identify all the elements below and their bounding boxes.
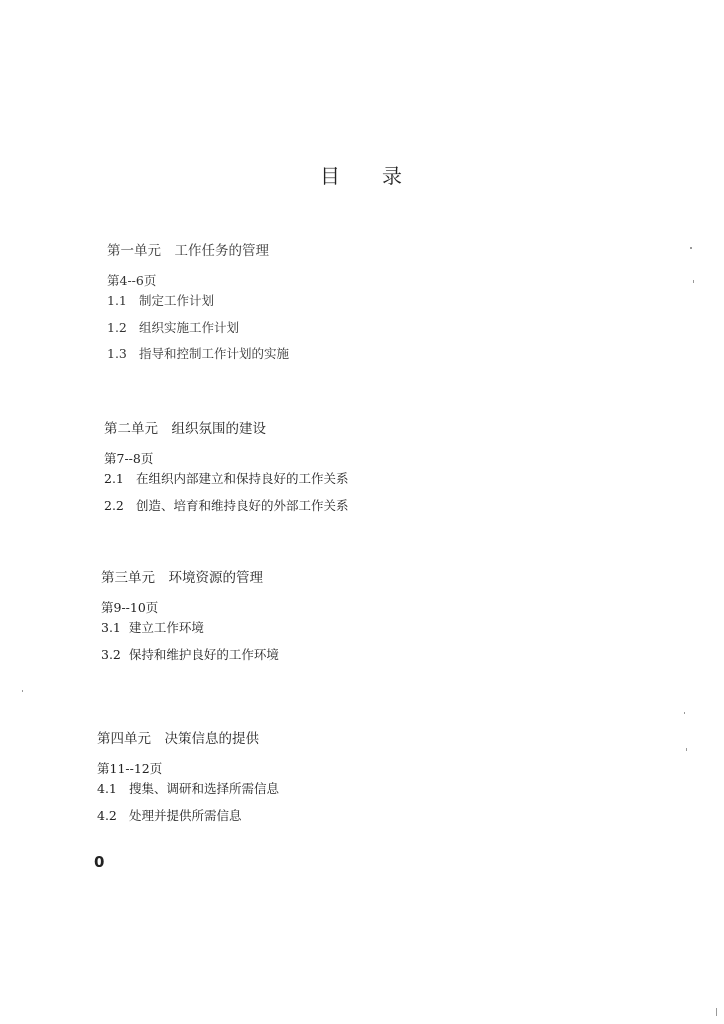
unit-pages: 第11--12页 [97, 760, 163, 776]
unit-heading: 第二单元 组织氛围的建设 [104, 421, 266, 437]
toc-item-text: 在组织内部建立和保持良好的工作关系 [135, 471, 349, 486]
scan-speck [716, 1008, 717, 1016]
title-char-left: 目 [320, 164, 342, 188]
toc-item-text: 搜集、调研和选择所需信息 [128, 781, 279, 796]
toc-item [107, 295, 289, 308]
toc-item [97, 783, 279, 796]
toc-item [101, 646, 279, 662]
title-char-right: 录 [382, 164, 404, 188]
toc-item-number: 3.2 [101, 646, 121, 662]
unit-pages: 第9--10页 [101, 599, 159, 615]
scan-speck [693, 280, 694, 283]
toc-item [107, 348, 289, 361]
toc-item-text: 指导和控制工作计划的实施 [138, 346, 289, 361]
toc-unit-1 [107, 245, 289, 375]
scan-speck [686, 748, 687, 751]
scan-speck [684, 712, 685, 714]
toc-item-number: 1.3 [107, 346, 127, 361]
toc-item [104, 473, 349, 486]
unit-heading: 第一单元 工作任务的管理 [107, 243, 269, 259]
unit-pages: 第7--8页 [104, 450, 154, 466]
page-number: 0 [94, 853, 105, 871]
toc-item-text: 创造、培育和维持良好的外部工作关系 [135, 497, 349, 513]
toc-item [97, 807, 279, 823]
unit-pages: 第4--6页 [107, 272, 157, 288]
toc-item-text: 建立工作环境 [128, 620, 204, 635]
toc-item-text: 处理并提供所需信息 [128, 807, 242, 823]
toc-item-number: 4.1 [97, 781, 117, 796]
toc-item-text: 制定工作计划 [138, 293, 214, 308]
toc-item-number: 1.2 [107, 319, 127, 335]
toc-item-number: 3.1 [101, 620, 121, 635]
toc-item-number: 2.1 [104, 471, 124, 486]
scan-speck [690, 247, 692, 249]
toc-item-number: 1.1 [107, 293, 127, 308]
toc-unit-3 [101, 572, 279, 675]
toc-item [104, 497, 349, 513]
page-title [0, 160, 724, 189]
toc-unit-2 [104, 423, 349, 526]
toc-item-text: 保持和维护良好的工作环境 [128, 646, 279, 662]
scan-speck [22, 690, 23, 692]
toc-item-number: 4.2 [97, 807, 117, 823]
toc-item [101, 622, 279, 635]
toc-unit-4 [97, 733, 279, 836]
toc-item-text: 组织实施工作计划 [138, 319, 239, 335]
unit-heading: 第四单元 决策信息的提供 [97, 731, 259, 747]
toc-item-number: 2.2 [104, 497, 124, 513]
toc-item [107, 319, 289, 335]
unit-heading: 第三单元 环境资源的管理 [101, 570, 263, 586]
